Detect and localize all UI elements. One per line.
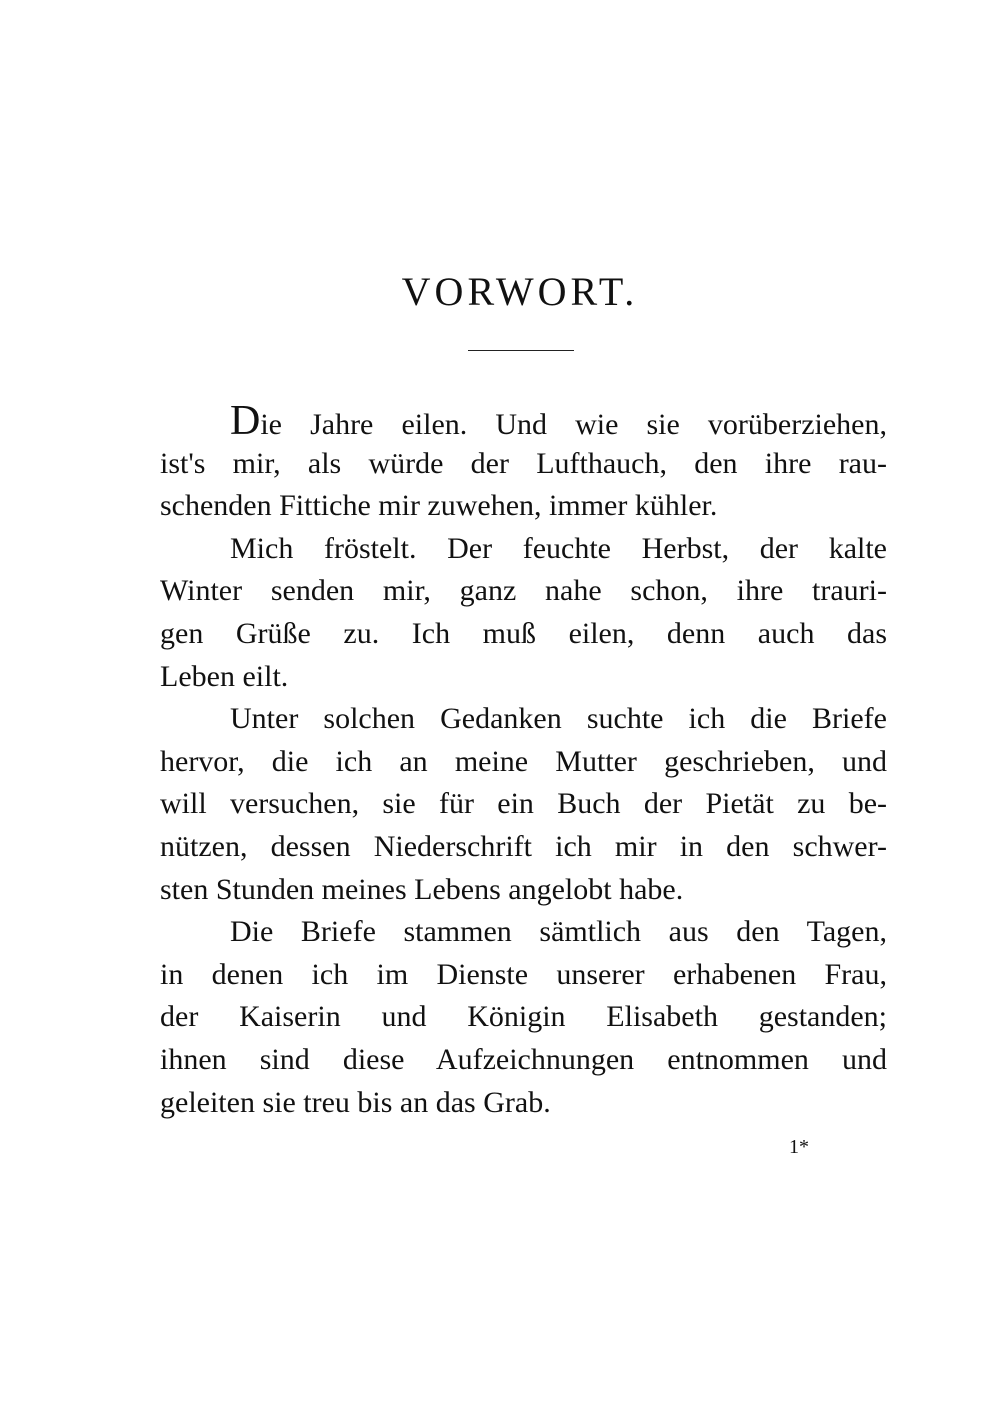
paragraph-4-line-3: der Kaiserin und Königin Elisabeth gestanden; (160, 1000, 887, 1034)
paragraph-2-line-2: Winter senden mir, ganz nahe schon, ihre trauri- (160, 574, 887, 608)
paragraph-4-line-5: geleiten sie treu bis an das Grab. (160, 1085, 551, 1119)
paragraph-2-line-3: gen Grüße zu. Ich muß eilen, denn auch das (160, 616, 887, 650)
title-divider (468, 350, 574, 351)
paragraph-4-line-1: Die Briefe stammen sämtlich aus den Tagen, (230, 915, 887, 949)
signature-mark: 1* (789, 1136, 809, 1158)
paragraph-4-line-2: in denen ich im Dienste unserer erhabenen Frau, (160, 957, 887, 991)
paragraph-1-line-3: schenden Fittiche mir zuwehen, immer kühler. (160, 489, 718, 523)
paragraph-3-line-5: sten Stunden meines Lebens angelobt habe. (160, 872, 684, 906)
paragraph-1-line-2: ist's mir, als würde der Lufthauch, den ihre rau- (160, 446, 887, 480)
paragraph-3-line-1: Unter solchen Gedanken suchte ich die Briefe (230, 702, 887, 736)
paragraph-3-line-4: nützen, dessen Niederschrift ich mir in den schwer- (160, 829, 887, 863)
preface-text (160, 400, 887, 1124)
paragraph-4-line-4: ihnen sind diese Aufzeichnungen entnommen und (160, 1042, 887, 1076)
paragraph-1-line-1: Die Jahre eilen. Und wie sie vorüberziehen, (230, 398, 887, 444)
paragraph-2-line-1: Mich fröstelt. Der feuchte Herbst, der kalte (230, 531, 887, 565)
drop-cap: D (230, 398, 261, 444)
paragraph-3-line-2: hervor, die ich an meine Mutter geschrieben, und (160, 744, 887, 778)
paragraph-3-line-3: will versuchen, sie für ein Buch der Pietät zu be- (160, 787, 887, 821)
page-title: VORWORT. (401, 269, 639, 314)
paragraph-2-line-4: Leben eilt. (160, 659, 289, 693)
